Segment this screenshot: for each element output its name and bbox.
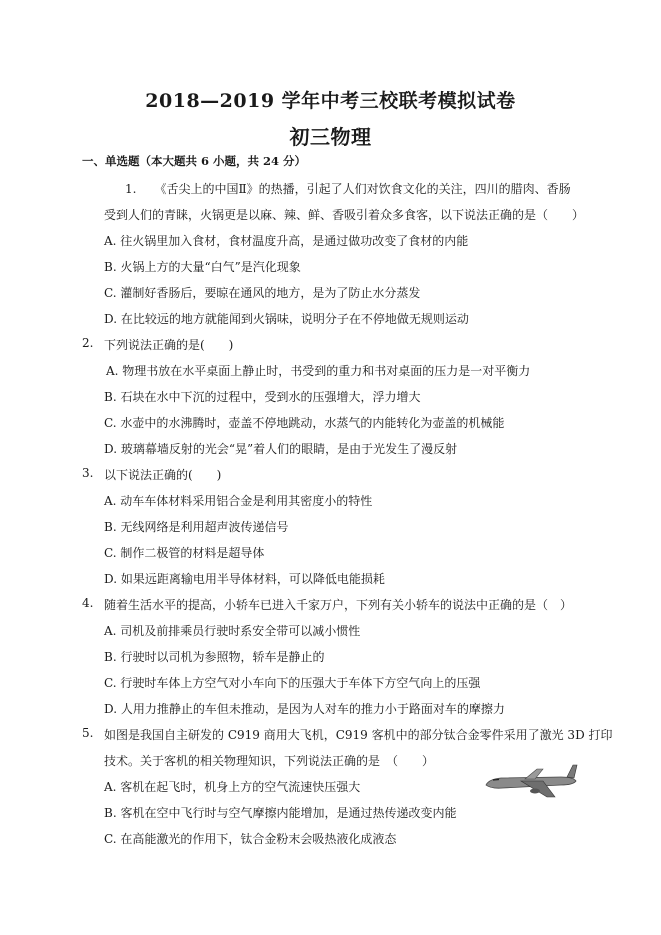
q1-option-c: C. 灌制好香肠后，要晾在通风的地方，是为了防止水分蒸发 <box>104 286 421 300</box>
q3-option-d: D. 如果远距离输电用半导体材料，可以降低电能损耗 <box>104 572 385 586</box>
q5-option-b: B. 客机在空中飞行时与空气摩擦内能增加，是通过热传递改变内能 <box>104 806 457 820</box>
page-subtitle: 初三物理 <box>289 125 372 149</box>
q3-option-b: B. 无线网络是利用超声波传递信号 <box>104 520 289 534</box>
q1-option-b: B. 火锅上方的大量“白气”是汽化现象 <box>104 260 301 274</box>
q1-option-d: D. 在比较远的地方就能闻到火锅味，说明分子在不停地做无规则运动 <box>104 312 469 326</box>
q2-option-d: D. 玻璃幕墙反射的光会“晃”着人们的眼睛，是由于光发生了漫反射 <box>104 442 458 456</box>
q4-option-a: A. 司机及前排乘员行驶时系安全带可以减小惯性 <box>104 624 361 638</box>
q4-option-d: D. 人用力推静止的车但未推动，是因为人对车的推力小于路面对车的摩擦力 <box>104 702 505 716</box>
q1-stem-line-2: 受到人们的青睐，火锅更是以麻、辣、鲜、香吸引着众多食客，以下说法正确的是（ ） <box>104 208 585 222</box>
q4-option-c: C. 行驶时车体上方空气对小车向下的压强大于车体下方空气向上的压强 <box>104 676 481 690</box>
q2-option-c: C. 水壶中的水沸腾时，壶盖不停地跳动，水蒸气的内能转化为壶盖的机械能 <box>104 416 505 430</box>
q2-option-b: B. 石块在水中下沉的过程中，受到水的压强增大，浮力增大 <box>104 390 421 404</box>
q5-option-c: C. 在高能激光的作用下，钛合金粉末会吸热液化成液态 <box>104 832 397 846</box>
q1-stem-line-1: 1. 《舌尖上的中国Ⅱ》的热播，引起了人们对饮食文化的关注，四川的腊肉、香肠 <box>125 182 571 196</box>
q2-option-a: A. 物理书放在水平桌面上静止时，书受到的重力和书对桌面的压力是一对平衡力 <box>106 364 531 378</box>
q4-number: 4. <box>82 596 94 610</box>
q2-stem: 下列说法正确的是( ) <box>104 338 234 352</box>
q3-stem: 以下说法正确的( ) <box>104 468 222 482</box>
q1-option-a: A. 往火锅里加入食材，食材温度升高，是通过做功改变了食材的内能 <box>104 234 469 248</box>
q4-stem: 随着生活水平的提高，小轿车已进入千家万户，下列有关小轿车的说法中正确的是（ ） <box>104 598 573 612</box>
q5-stem-line-2: 技术。关于客机的相关物理知识，下列说法正确的是 （ ） <box>104 754 435 768</box>
airplane-icon <box>483 761 578 801</box>
q2-number: 2. <box>82 336 94 350</box>
q5-stem-line-1: 如图是我国自主研发的 C919 商用大飞机，C919 客机中的部分钛合金零件采用了激光 3D 打印 <box>104 728 613 742</box>
q3-option-a: A. 动车车体材料采用铝合金是利用其密度小的特性 <box>104 494 373 508</box>
q3-option-c: C. 制作二极管的材料是超导体 <box>104 546 265 560</box>
q3-number: 3. <box>82 466 94 480</box>
page-title: 2018—2019 学年中考三校联考模拟试卷 <box>145 90 516 112</box>
q4-option-b: B. 行驶时以司机为参照物，轿车是静止的 <box>104 650 325 664</box>
section-heading: 一、单选题（本大题共 6 小题，共 24 分） <box>82 154 307 168</box>
q5-number: 5. <box>82 726 94 740</box>
q5-option-a: A. 客机在起飞时，机身上方的空气流速快压强大 <box>104 780 361 794</box>
